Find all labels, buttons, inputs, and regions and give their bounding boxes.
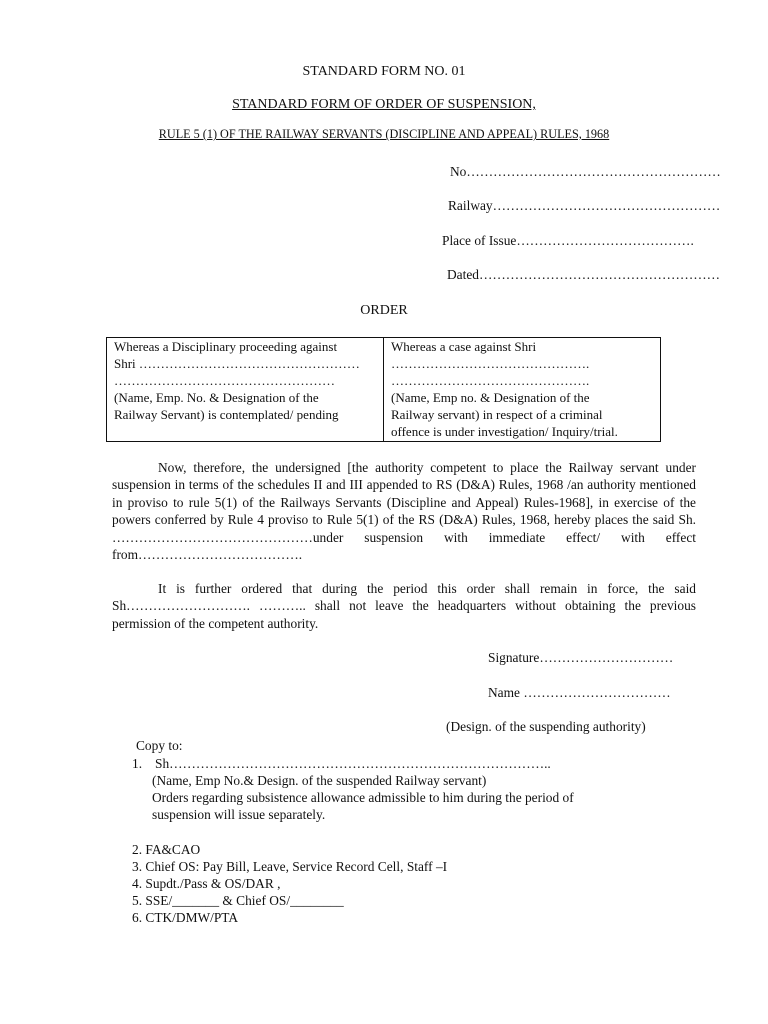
copy-item-5: 5. SSE/_______ & Chief OS/________ <box>132 893 344 908</box>
right-line-3: ………………………………………. <box>391 373 590 388</box>
right-line-4: (Name, Emp no. & Designation of the <box>391 390 590 405</box>
disciplinary-proceeding-cell <box>107 338 384 442</box>
railway-field: Railway…………………………………………… <box>448 198 721 213</box>
designation-line: (Design. of the suspending authority) <box>446 719 646 734</box>
suspension-paragraph <box>112 459 696 563</box>
place-of-issue-field: Place of Issue…………………………………. <box>442 233 694 248</box>
headquarters-paragraph-text: It is further ordered that during the period this order shall remain in force, the said Sh………………………. ……….. shall not leave the headquarters without obtaining the previous permission of the competent authority. <box>112 581 696 631</box>
copy-item-1-orders: Orders regarding subsistence allowance admissible to him during the period of <box>152 790 574 805</box>
copy-item-6: 6. CTK/DMW/PTA <box>132 910 239 925</box>
name-line: Name …………………………… <box>488 685 671 700</box>
right-line-5: Railway servant) in respect of a criminal <box>391 407 603 422</box>
form-title: STANDARD FORM OF ORDER OF SUSPENSION, <box>232 97 536 112</box>
right-line-2: ………………………………………. <box>391 356 590 371</box>
case-options-table <box>106 337 661 442</box>
copy-item-3: 3. Chief OS: Pay Bill, Leave, Service Record Cell, Staff –I <box>132 859 448 874</box>
right-line-6: offence is under investigation/ Inquiry/trial. <box>391 424 618 439</box>
copy-item-2: 2. FA&CAO <box>132 842 201 857</box>
dated-field: Dated……………………………………………… <box>447 267 721 282</box>
headquarters-paragraph <box>112 580 696 632</box>
left-line-3: …………………………………………… <box>114 373 335 388</box>
copy-to-heading: Copy to: <box>136 738 183 753</box>
copy-item-1-note: (Name, Emp No.& Design. of the suspended Railway servant) <box>152 773 487 788</box>
form-number: STANDARD FORM NO. 01 <box>302 64 466 79</box>
number-field: No………………………………………………… <box>450 164 721 179</box>
left-line-2: Shri …………………………………………… <box>114 356 360 371</box>
copy-item-4: 4. Supdt./Pass & OS/DAR , <box>132 876 281 891</box>
criminal-case-cell <box>384 338 661 442</box>
copy-item-1-number: 1. <box>132 756 143 771</box>
left-line-1: Whereas a Disciplinary proceeding against <box>114 339 338 354</box>
left-line-4: (Name, Emp. No. & Designation of the <box>114 390 319 405</box>
order-heading: ORDER <box>360 303 408 318</box>
suspension-paragraph-text: Now, therefore, the undersigned [the authority competent to place the Railway servant under suspension in terms of the schedules II and III appended to RS (D&A) Rules, 1968 /an authority mentioned in proviso to rule 5(1) of the Railways Servants (Discipline and Appeal) Rules-1968], in exercise of the powers conferred by Rule 4 proviso to Rule 5(1) of the RS (D&A) Rules, 1968, hereby places the said Sh. ………………………………………under suspension with immediate effect/ with effect from………………………………. <box>112 460 696 563</box>
rule-reference: RULE 5 (1) OF THE RAILWAY SERVANTS (DISCIPLINE AND APPEAL) RULES, 1968 <box>158 127 610 141</box>
right-line-1: Whereas a case against Shri <box>391 339 537 354</box>
copy-item-1-addressee: Sh………………………………………………………………………….. <box>155 756 551 771</box>
left-line-5: Railway Servant) is contemplated/ pending <box>114 407 339 422</box>
signature-line: Signature………………………… <box>488 650 674 665</box>
copy-item-1-orders-cont: suspension will issue separately. <box>152 807 326 822</box>
